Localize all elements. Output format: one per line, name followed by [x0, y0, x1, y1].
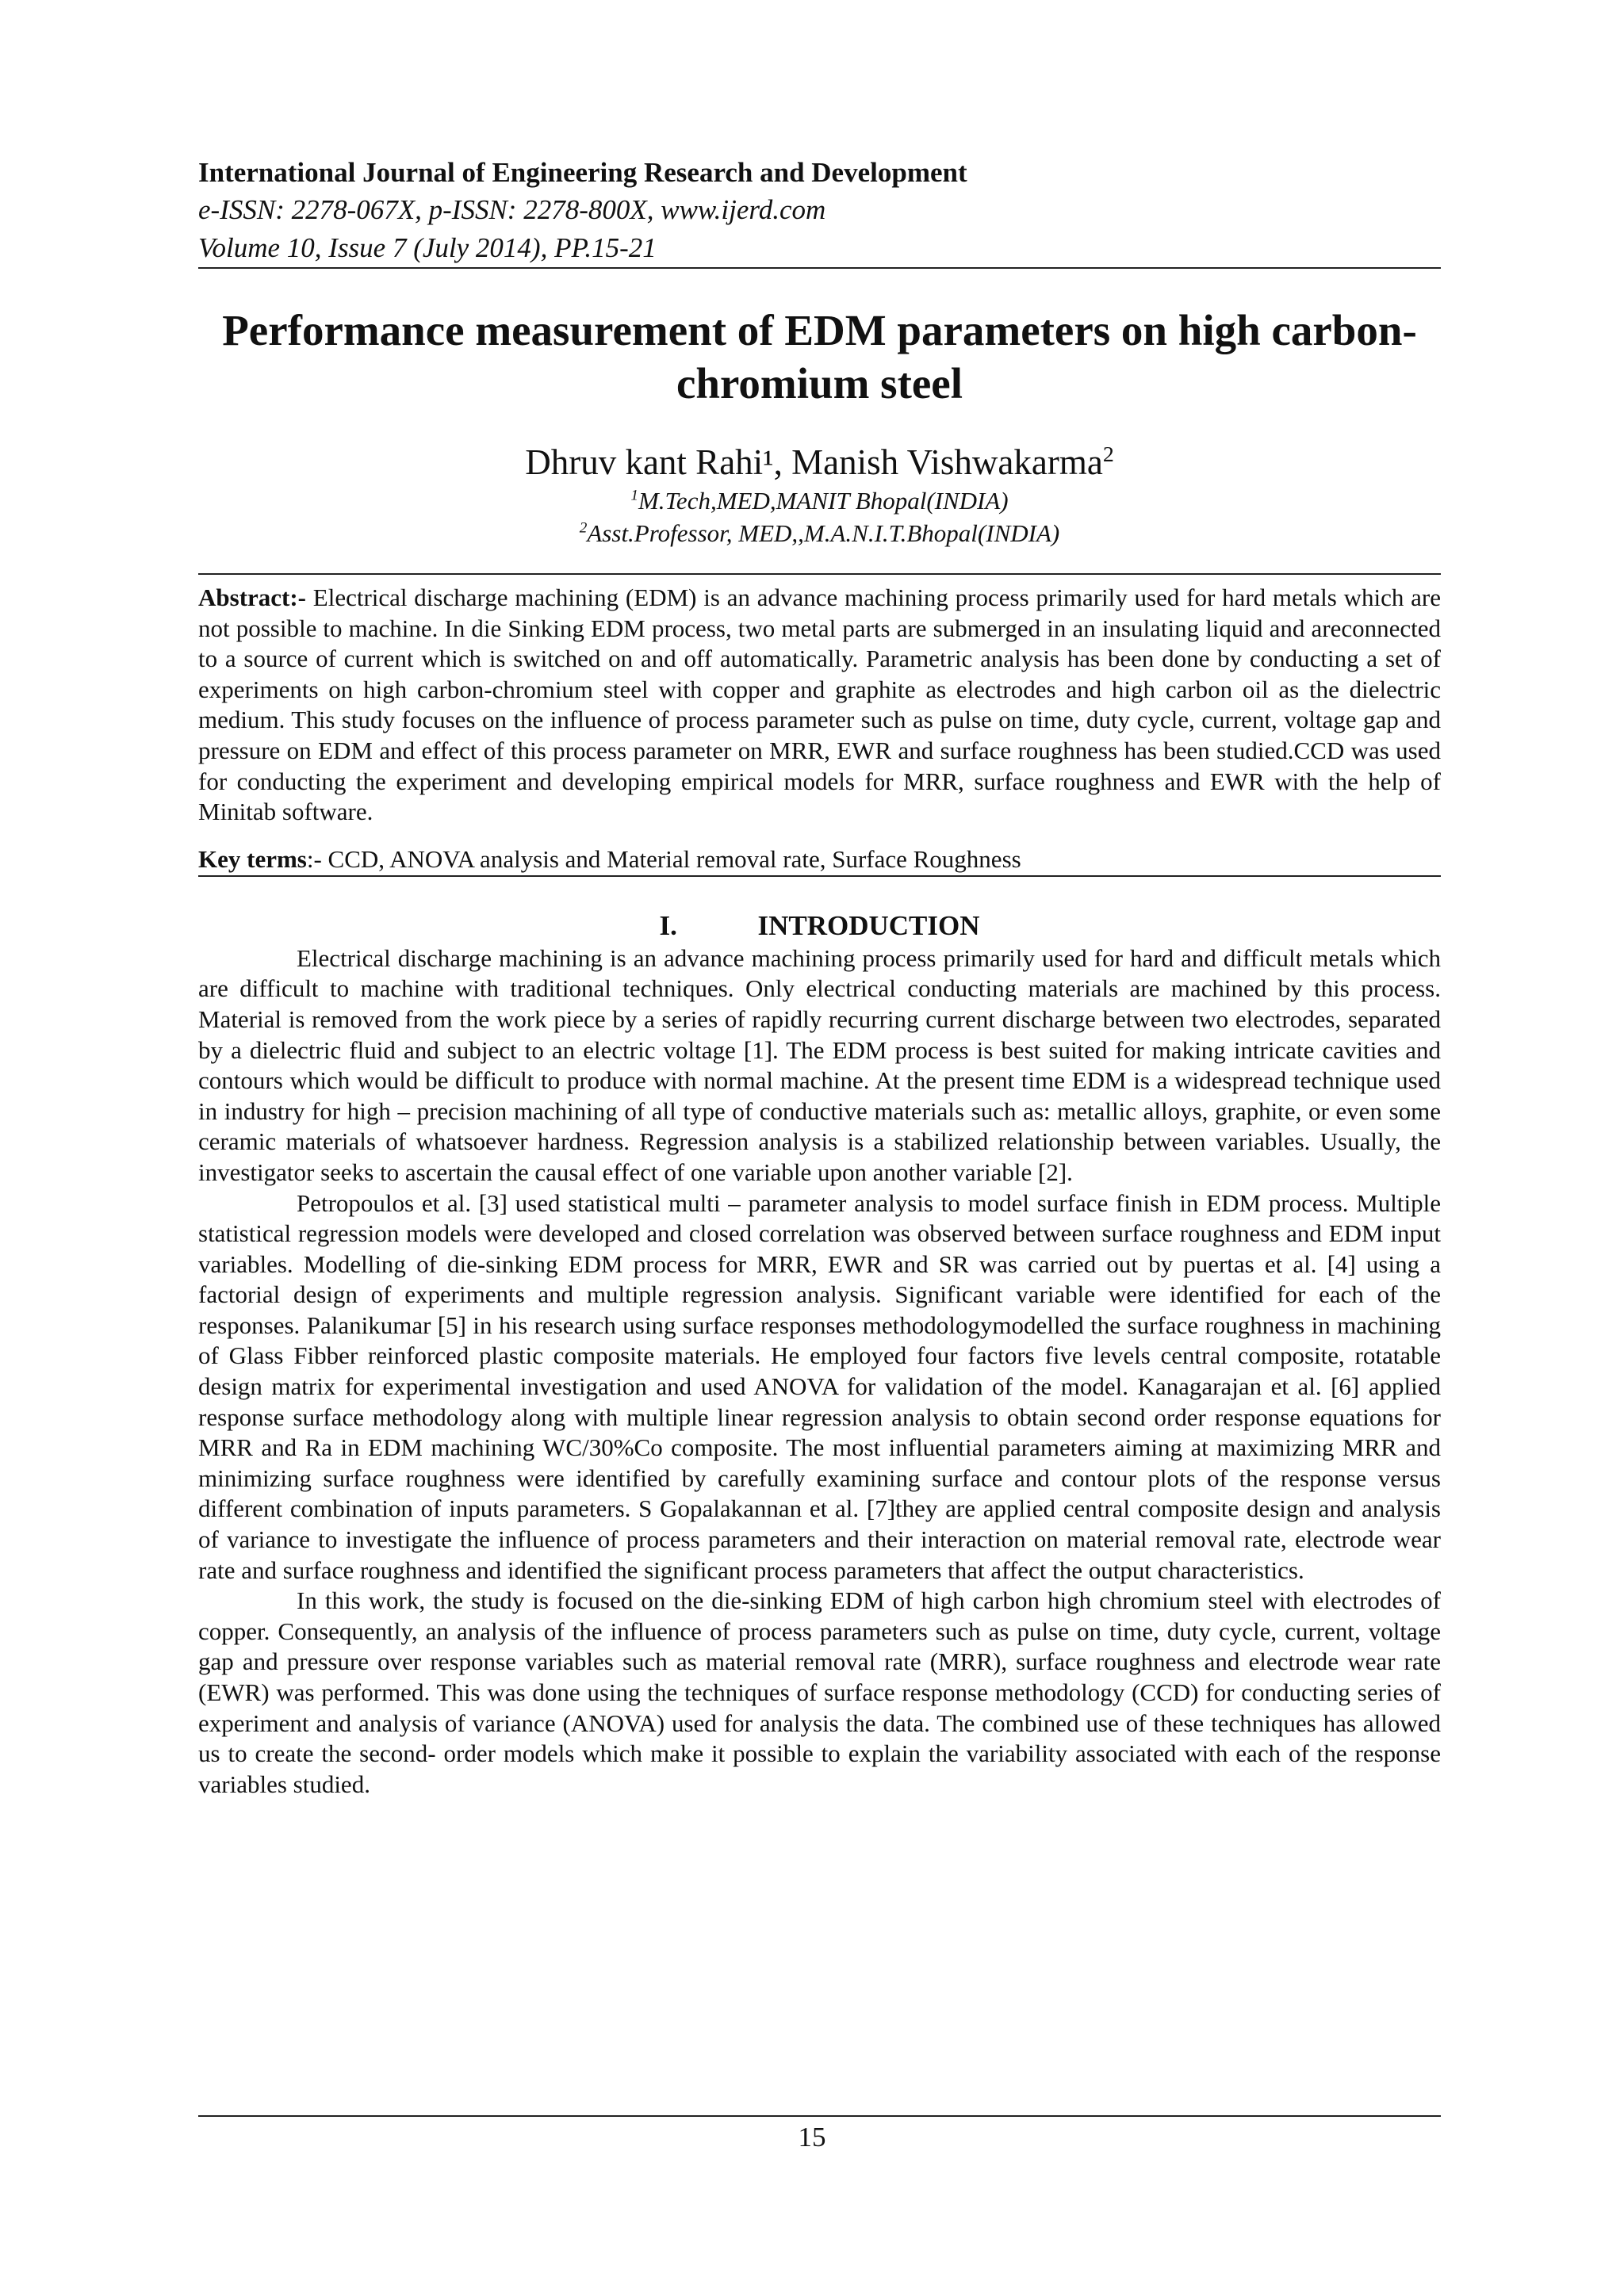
paper-title-line-2: chromium steel — [676, 359, 963, 408]
affiliation-2-marker: 2 — [579, 519, 588, 537]
affiliation-2-text: Asst.Professor, MED,,M.A.N.I.T.Bhopal(INDIA) — [587, 519, 1060, 547]
key-terms-text: :- CCD, ANOVA analysis and Material removal rate, Surface Roughness — [306, 844, 1021, 873]
abstract-text: Electrical discharge machining (EDM) is an advance machining process primarily used for hard metals which are not possible to machine. In die Sinking EDM process, two metal parts are submerged in an insulating liquid and areconnected to a source of current which is switched on and off automatically. Parametric analysis has been done by conducting a set of experiments on high carbon-chromium steel with copper and graphite as electrodes and high carbon oil as the dielectric medium. This study focuses on the influence of process parameter such as pulse on time, duty cycle, current, voltage gap and pressure on EDM and effect of this process parameter on MRR, EWR and surface roughness has been studied.CCD was used for conducting the experiment and developing empirical models for MRR, surface roughness and EWR with the help of Minitab software. — [198, 584, 1441, 826]
journal-header — [198, 155, 1441, 267]
author-2: Manish Vishwakarma — [791, 442, 1103, 482]
affiliation-1-marker: 1 — [630, 487, 638, 504]
footer-divider — [198, 2115, 1441, 2117]
journal-issn: e-ISSN: 2278-067X, p-ISSN: 2278-800X, www.ijerd.com — [198, 194, 826, 225]
journal-name: International Journal of Engineering Research and Development — [198, 157, 967, 188]
author-1: Dhruv kant Rahi¹ — [525, 442, 774, 482]
section-number: I. — [659, 909, 677, 941]
abstract-paragraph — [198, 583, 1441, 828]
author-list — [198, 440, 1441, 484]
section-heading — [198, 909, 1441, 943]
paper-page — [198, 155, 1441, 1800]
body-paragraph-3: In this work, the study is focused on the die-sinking EDM of high carbon high chromium steel with electrodes of copper. Consequently, an analysis of the influence of process parameters such as pulse on time, duty cycle, current, voltage gap and pressure over response variables such as material removal rate (MRR), surface roughness and electrode wear rate (EWR) was performed. This was done using the techniques of surface response methodology (CCD) for conducting series of experiment and analysis of variance (ANOVA) used for analysis the data. The combined use of these techniques has allowed us to create the second- order models which make it possible to explain the variability associated with each of the response variables studied. — [198, 1586, 1441, 1798]
author-separator: , — [773, 442, 792, 482]
body-paragraph-2: Petropoulos et al. [3] used statistical multi – parameter analysis to model surface finish in EDM process. Multiple statistical regression models were developed and closed correlation was observed between surface roughness and EDM input variables. Modelling of die-sinking EDM process for MRR, EWR and SR was carried out by puertas et al. [4] using a factorial design of experiments and multiple regression analysis. Significant variable were identified for each of the responses. Palanikumar [5] in his research using surface responses methodologymodelled the surface roughness in machining of Glass Fibber reinforced plastic composite materials. He employed four factors five levels central composite, rotatable design matrix for experimental investigation and used ANOVA for validation of the model. Kanagarajan et al. [6] applied response surface methodology along with multiple linear regression analysis to obtain second order response equations for MRR and Ra in EDM machining WC/30%Co composite. The most influential parameters aiming at maximizing MRR and minimizing surface roughness were identified by carefully examining surface and contour plots of the response versus different combination of inputs parameters. S Gopalakannan et al. [7]they are applied central composite design and analysis of variance to investigate the influence of process parameters and their interaction on material removal rate, electrode wear rate and surface roughness and identified the significant process parameters that affect the output characteristics. — [198, 1188, 1441, 1584]
affiliation-1 — [198, 484, 1441, 517]
section-title: INTRODUCTION — [757, 909, 980, 941]
paper-title — [198, 304, 1441, 410]
page-number: 15 — [798, 2122, 826, 2152]
paper-title-line-1: Performance measurement of EDM parameters on high carbon- — [222, 306, 1417, 354]
header-divider — [198, 267, 1441, 269]
affiliation-1-text: M.Tech,MED,MANIT Bhopal(INDIA) — [638, 487, 1009, 515]
abstract-section — [198, 573, 1441, 877]
key-terms-label: Key terms — [198, 844, 307, 873]
key-terms — [198, 844, 1441, 875]
journal-volume: Volume 10, Issue 7 (July 2014), PP.15-21 — [198, 232, 657, 263]
author-2-marker: 2 — [1102, 442, 1114, 467]
body-paragraph-1: Electrical discharge machining is an advance machining process primarily used for hard and difficult metals which are difficult to machine with traditional techniques. Only electrical conducting materials are machined by this process. Material is removed from the work piece by a series of rapidly recurring current discharge between two electrodes, separated by a dielectric fluid and subject to an electric voltage [1]. The EDM process is best suited for making intricate cavities and contours which would be difficult to produce with normal machine. At the present time EDM is a widespread technique used in industry for high – precision machining of all type of conductive materials such as: metallic alloys, graphite, or even some ceramic materials of whatsoever hardness. Regression analysis is a stabilized relationship between variables. Usually, the investigator seeks to ascertain the causal effect of one variable upon another variable [2]. — [198, 943, 1441, 1186]
abstract-label: Abstract:- — [198, 584, 307, 611]
affiliation-2 — [198, 517, 1441, 549]
